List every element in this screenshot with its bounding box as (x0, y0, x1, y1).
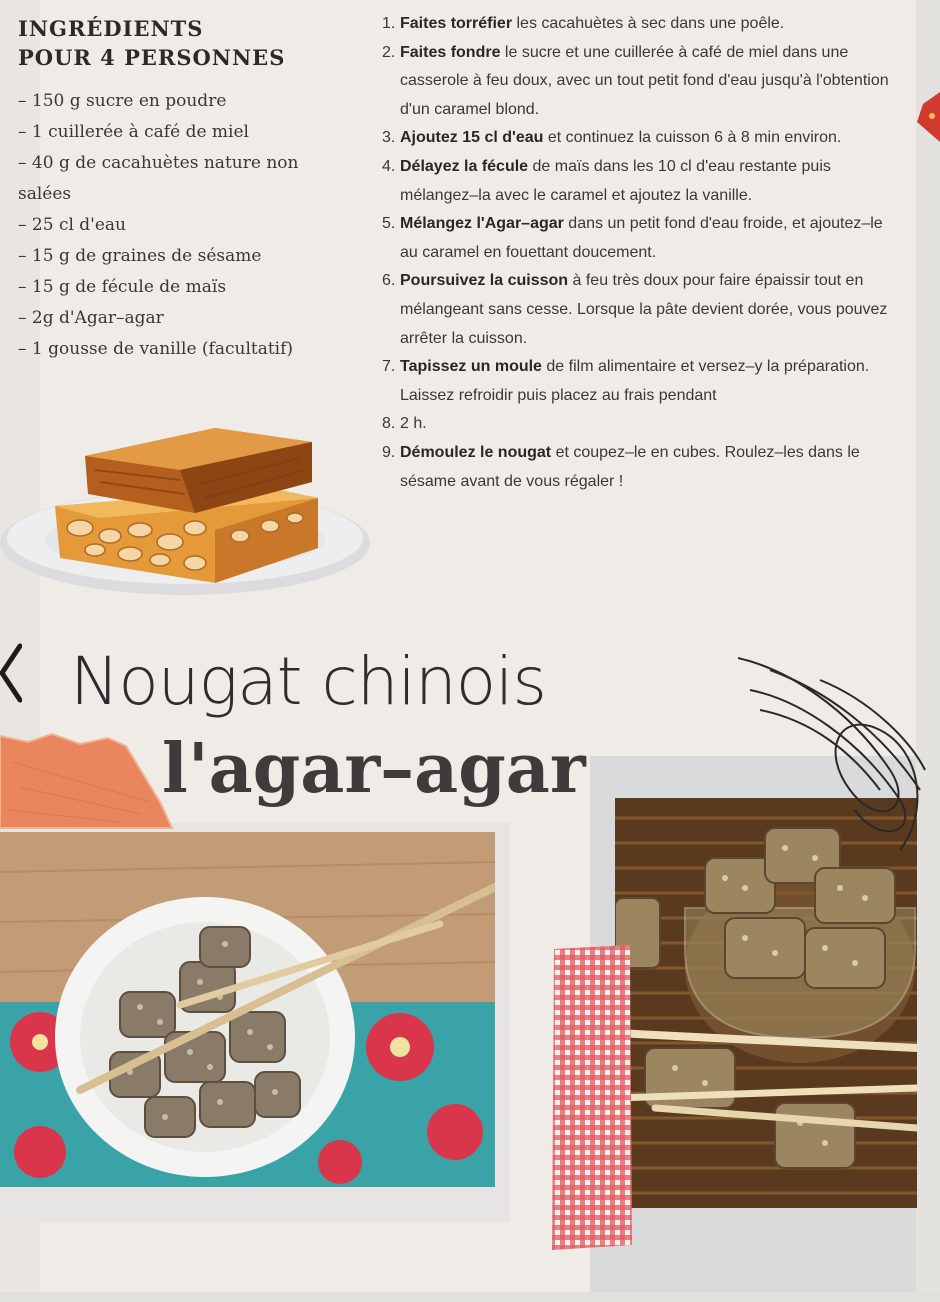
step-bold: Ajoutez 15 cl d'eau (400, 129, 544, 147)
step-bold: Délayez la fécule (400, 157, 529, 175)
step-text: de film alimentaire et versez–y la préparation. Laissez refroidir puis placez au frais pendant (400, 358, 870, 404)
nougat-bowl-photo (0, 832, 495, 1187)
step-number: 2. (382, 43, 396, 61)
step-number: 1. (382, 15, 396, 32)
ingredient-item: – 15 g de graines de sésame (18, 246, 262, 266)
step-text: et coupez–le en cubes. Roulez–les dans le sésame avant de vous régaler ! (400, 443, 860, 490)
step-number: 8. (382, 415, 396, 433)
step-text: à feu très doux pour faire épaissir tout en mélangeant sans cesse. Lorsque la pâte devient dorée, vous pouvez arrêter la cuisson. (400, 272, 888, 347)
red-corner-decoration (917, 92, 940, 142)
step-item (382, 10, 892, 39)
nougat-illustration-icon (0, 418, 380, 608)
step-bold: Démoulez le nougat (400, 443, 552, 461)
step-number: 5. (382, 215, 396, 233)
step-number: 3. (382, 129, 396, 147)
title-line2: l'agar–agar (162, 729, 586, 809)
step-bold: Faites fondre (400, 43, 501, 61)
step-text: 2 h. (400, 415, 427, 433)
step-item (382, 353, 892, 410)
step-number: 7. (382, 358, 396, 376)
step-bold: Tapissez un moule (400, 358, 542, 376)
photo-frame-left (0, 822, 510, 1222)
scribble-decoration-icon (730, 650, 930, 860)
ingredients-title-line1: INGRÉDIENTS (18, 16, 204, 41)
ingredient-item: – 150 g sucre en poudre (18, 91, 227, 111)
steps-list (382, 10, 892, 496)
step-item (382, 267, 892, 353)
ingredients-title (18, 14, 338, 72)
step-bold: Mélangez l'Agar–agar (400, 215, 564, 233)
ingredients-title-line2: POUR 4 PERSONNES (18, 45, 286, 70)
ingredient-item: – 1 cuillerée à café de miel (18, 122, 249, 142)
step-number: 4. (382, 157, 396, 175)
gingham-ribbon-decoration (550, 945, 634, 1250)
step-item (382, 210, 892, 267)
ingredient-item: – 1 gousse de vanille (facultatif) (18, 339, 294, 359)
ingredients-list (18, 86, 348, 365)
step-text: les cacahuètes à sec dans une poêle. (512, 15, 785, 32)
step-text: dans un petit fond d'eau froide, et ajoutez–le au caramel en fouettant doucement. (400, 215, 883, 261)
step-text: et continuez la cuisson 6 à 8 min environ. (543, 129, 842, 147)
title-line1: Nougat chinois (70, 643, 546, 720)
chevron-left-icon[interactable] (0, 642, 22, 704)
page-bottom-edge (0, 1292, 940, 1302)
ingredient-item: – 2g d'Agar–agar (18, 308, 164, 328)
step-item (382, 153, 892, 210)
step-item (382, 39, 892, 125)
step-number: 9. (382, 443, 396, 461)
step-bold: Faites torréfier (400, 15, 513, 32)
step-item (382, 439, 892, 496)
step-text: le sucre et une cuillerée à café de miel dans une casserole à feu doux, avec un tout petit fond d'eau jusqu'à l'obtention d'un caramel blond. (400, 43, 889, 118)
ingredient-item: – 25 cl d'eau (18, 215, 127, 235)
step-item (382, 124, 892, 153)
step-bold: Poursuivez la cuisson (400, 272, 569, 290)
ingredient-item: – 40 g de cacahuètes nature non salées (18, 153, 299, 204)
step-item (382, 410, 892, 439)
step-number: 6. (382, 272, 396, 290)
torn-paper-decoration (0, 732, 175, 832)
ingredient-item: – 15 g de fécule de maïs (18, 277, 227, 297)
step-text: de maïs dans les 10 cl d'eau restante puis mélangez–la avec le caramel et ajoutez la vanille. (400, 157, 831, 204)
